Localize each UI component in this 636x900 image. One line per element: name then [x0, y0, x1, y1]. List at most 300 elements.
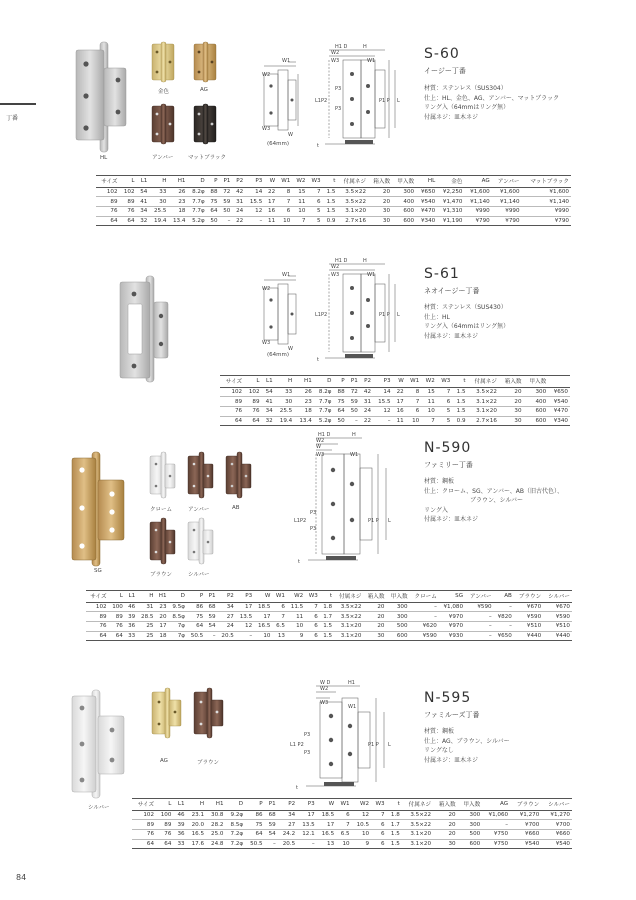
table-cell: 20 — [363, 621, 386, 631]
table-cell: 27 — [278, 820, 297, 830]
table-cell: ¥990 — [464, 206, 491, 216]
table-cell: ¥670 — [543, 602, 572, 612]
table-cell: 6.5 — [272, 621, 287, 631]
table-cell: 1.5 — [452, 397, 467, 407]
table-cell: 76 — [244, 406, 261, 416]
table-cell: 100 — [109, 602, 125, 612]
table-cell: 89 — [220, 397, 244, 407]
table-row — [220, 416, 570, 426]
table-cell: ¥1,600 — [464, 187, 491, 197]
table-cell: 19.4 — [149, 216, 168, 226]
table-cell: 2.7×16 — [337, 216, 368, 226]
table-cell: ¥510 — [543, 621, 572, 631]
table-cell: ¥540 — [548, 397, 570, 407]
table-cell: 10 — [421, 406, 437, 416]
table-cell: 3.5×22 — [337, 187, 368, 197]
svg-text:W D: W D — [320, 680, 331, 686]
table-cell: ¥440 — [514, 631, 543, 641]
table-cell: – — [220, 216, 233, 226]
table-cell: 75 — [333, 397, 346, 407]
table-cell: 25.5 — [149, 206, 168, 216]
table-cell: 20 — [363, 602, 386, 612]
spec-ring: リングなし — [424, 747, 454, 754]
table-cell: 75 — [245, 820, 264, 830]
table-cell: 24 — [232, 206, 245, 216]
table-header-cell: L1 — [125, 591, 137, 603]
table-cell: ¥340 — [548, 416, 570, 426]
table-cell: 10 — [292, 206, 307, 216]
table-cell: ¥1,140 — [464, 197, 491, 207]
table-cell: 30 — [499, 406, 524, 416]
table-cell: 12 — [245, 206, 264, 216]
svg-text:P3: P3 — [310, 510, 317, 516]
table-cell: 9.2φ — [226, 810, 246, 820]
table-cell: 64 — [120, 216, 137, 226]
table-header-cell: t — [387, 799, 402, 811]
svg-text:H1 D: H1 D — [335, 258, 348, 264]
hinge-photo-silver-large — [66, 688, 130, 800]
table-cell: 89 — [109, 612, 125, 622]
hinge-photo-hl — [72, 40, 132, 155]
table-header-cell: W3 — [371, 799, 386, 811]
table-cell: 5 — [437, 416, 453, 426]
table-cell: 8.5φ — [169, 612, 187, 622]
table-cell: 64 — [156, 839, 173, 849]
table-cell: 300 — [524, 387, 549, 397]
svg-text:W2: W2 — [262, 286, 271, 292]
table-header-cell: アンバー — [465, 591, 494, 603]
product-code: N-590 — [424, 440, 472, 456]
table-header-cell: P — [187, 591, 205, 603]
table-row — [86, 602, 572, 612]
table-cell: ¥930 — [439, 631, 465, 641]
table-cell: 102 — [132, 810, 156, 820]
table-cell: 30 — [368, 216, 392, 226]
page-number: 84 — [16, 873, 27, 882]
table-cell: 23 — [168, 197, 187, 207]
table-cell: 5 — [307, 206, 322, 216]
table-cell: 6 — [305, 621, 320, 631]
table-cell: 17 — [254, 612, 272, 622]
table-header-cell: H — [275, 376, 295, 388]
dimension-diagram-main — [315, 40, 405, 152]
table-header-cell: P1 — [220, 176, 233, 188]
table-cell: 34 — [137, 206, 150, 216]
table-cell: 17 — [393, 397, 406, 407]
table-cell: 76 — [220, 406, 244, 416]
table-cell: 23 — [156, 602, 169, 612]
svg-text:W2: W2 — [316, 438, 325, 444]
table-header-cell: t — [323, 176, 338, 188]
table-cell: 12.1 — [297, 829, 316, 839]
table-header-cell: H1 — [168, 176, 187, 188]
table-cell: 64 — [220, 416, 244, 426]
table-cell: 7φ — [169, 621, 187, 631]
table-cell: 64 — [333, 406, 346, 416]
table-cell: 7 — [421, 416, 437, 426]
table-cell: 50.5 — [245, 839, 264, 849]
table-header-cell: H1 — [206, 799, 225, 811]
table-cell: 3.1×22 — [468, 397, 499, 407]
table-cell: 32 — [137, 216, 150, 226]
table-cell: 3.1×20 — [334, 631, 363, 641]
table-cell: 89 — [132, 820, 156, 830]
svg-text:W1: W1 — [350, 452, 359, 458]
table-cell: 19.4 — [275, 416, 295, 426]
table-cell: 1.7 — [320, 612, 334, 622]
dimension-diagram-small — [258, 58, 308, 138]
table-cell: ¥650 — [494, 631, 514, 641]
table-cell: 25 — [137, 621, 155, 631]
table-cell: ¥590 — [465, 602, 494, 612]
table-row — [132, 820, 572, 830]
table-cell: 3.1×20 — [402, 829, 433, 839]
table-cell: 1.5 — [320, 621, 334, 631]
table-cell: 89 — [86, 612, 109, 622]
table-cell: 25.5 — [275, 406, 295, 416]
table-cell: 20.5 — [218, 631, 236, 641]
hinge-photo-sg — [66, 450, 130, 568]
table-header-cell: W2 — [292, 176, 307, 188]
table-cell: – — [465, 621, 494, 631]
product-name: ファミリー丁番 — [424, 461, 473, 469]
svg-text:W1: W1 — [367, 272, 376, 278]
svg-text:W1: W1 — [282, 272, 291, 278]
table-cell: 7.7φ — [314, 397, 334, 407]
table-cell: ¥2,250 — [437, 187, 464, 197]
table-header-cell: P — [245, 799, 264, 811]
table-header-cell: P1 — [265, 799, 278, 811]
table-cell: 59 — [220, 197, 233, 207]
table-cell: – — [297, 839, 316, 849]
svg-text:W2: W2 — [320, 686, 329, 692]
svg-text:H: H — [352, 432, 356, 438]
table-header-cell: P — [207, 176, 220, 188]
table-cell: 5 — [307, 216, 322, 226]
table-cell: 36 — [173, 829, 186, 839]
table-row — [132, 829, 572, 839]
table-cell: 6 — [336, 810, 351, 820]
table-cell: 30 — [433, 839, 458, 849]
finish-label: 金色 — [158, 89, 170, 95]
spec-table-n590 — [86, 590, 572, 641]
spec-table-n595 — [132, 798, 572, 849]
table-cell: 64 — [245, 829, 264, 839]
table-cell: 24.8 — [206, 839, 225, 849]
table-cell: 9 — [287, 631, 305, 641]
table-cell: 64 — [244, 416, 261, 426]
svg-text:H1 D: H1 D — [318, 432, 331, 438]
table-cell: 7 — [307, 187, 322, 197]
table-cell: 20 — [433, 810, 458, 820]
table-cell: 3.1×20 — [337, 206, 368, 216]
table-cell: 18 — [294, 406, 314, 416]
table-cell: 1.8 — [320, 602, 334, 612]
table-header-cell: D — [226, 799, 246, 811]
table-cell: 39 — [125, 612, 137, 622]
table-cell: 3.5×22 — [468, 387, 499, 397]
table-header-cell: P2 — [218, 591, 236, 603]
finish-label: クローム — [150, 507, 173, 513]
table-header-cell: HL — [416, 176, 437, 188]
table-cell: 7 — [437, 387, 453, 397]
table-header-cell: 付属ネジ — [334, 591, 363, 603]
svg-text:P3: P3 — [335, 106, 342, 112]
table-header-cell: L — [120, 176, 137, 188]
svg-text:L: L — [388, 518, 391, 524]
table-header-cell: W2 — [421, 376, 437, 388]
table-cell: 300 — [458, 810, 483, 820]
svg-text:W: W — [316, 444, 321, 450]
table-cell: 22 — [264, 187, 277, 197]
table-cell: 89 — [120, 197, 137, 207]
table-header-cell: サイズ — [96, 176, 120, 188]
table-cell: 88 — [333, 387, 346, 397]
table-cell: 13.5 — [236, 612, 254, 622]
table-header-cell: t — [320, 591, 334, 603]
table-cell: 24 — [360, 406, 373, 416]
table-cell: 1.8 — [387, 810, 402, 820]
table-header-cell: 甲入数 — [458, 799, 483, 811]
table-cell: 7 — [336, 820, 351, 830]
table-cell: 30 — [149, 197, 168, 207]
hinge-photo-brown — [148, 518, 178, 564]
table-header-cell: シルバー — [543, 591, 572, 603]
table-cell: 3.1×20 — [334, 621, 363, 631]
table-cell: – — [205, 631, 217, 641]
svg-text:P3: P3 — [304, 750, 311, 756]
table-row — [86, 612, 572, 622]
table-cell: ¥540 — [541, 839, 572, 849]
table-cell: 6 — [277, 206, 292, 216]
diagram-note: (64mm) — [267, 141, 290, 147]
table-cell: ¥1,140 — [522, 197, 571, 207]
product-name: ファミルーズ丁番 — [424, 711, 480, 719]
table-cell: ¥660 — [510, 829, 541, 839]
product-specs — [424, 84, 559, 122]
table-cell: – — [482, 820, 510, 830]
table-header-cell: 甲入数 — [386, 591, 409, 603]
table-cell: 20.0 — [187, 820, 206, 830]
svg-text:L1 P2: L1 P2 — [290, 742, 304, 748]
table-cell: 15 — [292, 187, 307, 197]
table-header-cell: シルバー — [541, 799, 572, 811]
table-cell: ¥750 — [482, 829, 510, 839]
table-cell: 10 — [287, 621, 305, 631]
table-row — [96, 216, 571, 226]
table-cell: 59 — [205, 612, 217, 622]
table-cell: 3.5×22 — [334, 602, 363, 612]
table-cell: 1.5 — [387, 839, 402, 849]
table-cell: 7.7φ — [187, 206, 206, 216]
table-header-row — [220, 376, 570, 388]
table-cell: 15.5 — [373, 397, 393, 407]
table-cell: 30 — [363, 631, 386, 641]
table-cell: 54 — [205, 621, 217, 631]
svg-text:L1P2: L1P2 — [294, 518, 307, 524]
table-header-cell: W1 — [272, 591, 287, 603]
table-header-cell: P2 — [360, 376, 373, 388]
table-cell: 1.7 — [387, 820, 402, 830]
table-header-cell: D — [169, 591, 187, 603]
diagram-note: (64mm) — [267, 352, 290, 358]
table-cell: – — [410, 612, 439, 622]
svg-text:L: L — [397, 312, 400, 318]
table-header-cell: 箱入数 — [499, 376, 524, 388]
table-cell: 34 — [278, 810, 297, 820]
table-cell: 34 — [262, 406, 275, 416]
table-cell: ¥970 — [439, 612, 465, 622]
table-cell: 10 — [254, 631, 272, 641]
spec-screws: 付属ネジ：皿木ネジ — [424, 756, 479, 764]
table-cell: 24 — [218, 621, 236, 631]
table-cell: 76 — [120, 206, 137, 216]
table-cell: 25 — [137, 631, 155, 641]
table-row — [132, 810, 572, 820]
svg-text:P1 P: P1 P — [379, 98, 390, 104]
table-cell: 6 — [371, 829, 386, 839]
table-header-row — [96, 176, 571, 188]
table-cell: 17.6 — [187, 839, 206, 849]
finish-label: シルバー — [88, 805, 110, 811]
table-cell: ¥340 — [416, 216, 437, 226]
table-cell: ¥790 — [464, 216, 491, 226]
table-cell: 6 — [272, 602, 287, 612]
table-cell: 20 — [368, 197, 392, 207]
table-cell: 41 — [262, 397, 275, 407]
table-cell: 3.1×20 — [402, 839, 433, 849]
table-header-cell: P3 — [236, 591, 254, 603]
table-cell: 20.5 — [278, 839, 297, 849]
table-header-cell: ブラウン — [510, 799, 541, 811]
table-cell: 11 — [393, 416, 406, 426]
table-cell: 1.5 — [452, 387, 467, 397]
table-cell: 6.5 — [336, 829, 351, 839]
table-cell: 31 — [360, 397, 373, 407]
table-cell: ¥540 — [510, 839, 541, 849]
table-cell: 600 — [458, 839, 483, 849]
hinge-photo-amber — [186, 452, 216, 498]
table-cell: – — [265, 839, 278, 849]
table-cell: 64 — [109, 631, 125, 641]
table-cell: 6 — [305, 612, 320, 622]
table-cell: 9 — [352, 839, 371, 849]
table-cell: 31 — [137, 602, 155, 612]
spec-material: 材質：鋼板 — [424, 478, 455, 485]
svg-text:L: L — [397, 98, 400, 104]
table-cell: ¥1,470 — [437, 197, 464, 207]
table-header-cell: W3 — [305, 591, 320, 603]
table-cell: 600 — [386, 631, 409, 641]
table-cell: ¥970 — [439, 621, 465, 631]
table-cell: ¥700 — [541, 820, 572, 830]
table-cell: ¥990 — [522, 206, 571, 216]
spec-material: 材質：鋼板 — [424, 728, 455, 735]
table-cell: 8 — [277, 187, 292, 197]
table-cell: 32 — [262, 416, 275, 426]
svg-text:W1: W1 — [367, 58, 376, 64]
table-header-cell: D — [187, 176, 206, 188]
table-cell: 102 — [86, 602, 109, 612]
table-cell: 14 — [245, 187, 264, 197]
table-header-cell: 付属ネジ — [402, 799, 433, 811]
table-header-cell: H1 — [156, 591, 169, 603]
sidebar-category-label: 丁番 — [6, 115, 19, 122]
table-cell: 13 — [272, 631, 287, 641]
table-header-cell: H — [149, 176, 168, 188]
table-row — [220, 406, 570, 416]
hinge-photo-ag — [192, 42, 222, 82]
table-cell: 50 — [207, 216, 220, 226]
table-cell: 1.5 — [323, 187, 338, 197]
table-cell: 20 — [499, 387, 524, 397]
table-header-cell: P1 — [347, 376, 360, 388]
spec-material: 材質：ステンレス（SUS430） — [424, 304, 507, 311]
table-header-cell: P1 — [205, 591, 217, 603]
table-header-cell: 付属ネジ — [337, 176, 368, 188]
table-cell: ¥700 — [510, 820, 541, 830]
table-cell: ¥590 — [543, 612, 572, 622]
table-cell: 20 — [156, 612, 169, 622]
table-cell: – — [347, 416, 360, 426]
spec-ring: リング入（64mmはリング無） — [424, 323, 510, 330]
table-cell: 102 — [220, 387, 244, 397]
table-cell: 75 — [187, 612, 205, 622]
hinge-photo-chrome — [148, 452, 178, 498]
table-cell: ¥1,190 — [437, 216, 464, 226]
table-header-cell: サイズ — [220, 376, 244, 388]
table-cell: 7 — [277, 197, 292, 207]
table-cell: – — [236, 631, 254, 641]
svg-text:W1: W1 — [348, 704, 357, 710]
table-cell: 46 — [173, 810, 186, 820]
table-header-cell: P3 — [245, 176, 264, 188]
table-cell: 64 — [96, 216, 120, 226]
table-cell: 0.9 — [323, 216, 338, 226]
table-header-cell: W2 — [287, 591, 305, 603]
table-cell: ¥1,600 — [492, 187, 522, 197]
table-header-cell: t — [452, 376, 467, 388]
table-cell: 30 — [368, 206, 392, 216]
table-row — [220, 387, 570, 397]
table-cell: 500 — [386, 621, 409, 631]
table-cell: 13.5 — [297, 820, 316, 830]
table-cell: ¥670 — [514, 602, 543, 612]
table-row — [86, 621, 572, 631]
spec-ring: リング入 — [424, 506, 448, 514]
table-cell: 64 — [86, 631, 109, 641]
dimension-diagram-main — [290, 676, 400, 794]
table-cell: 1.5 — [320, 631, 334, 641]
table-cell: 20 — [433, 829, 458, 839]
table-cell: 3.5×22 — [402, 810, 433, 820]
svg-text:W: W — [288, 346, 293, 352]
table-cell: 13 — [317, 839, 336, 849]
hinge-photo-silver — [186, 518, 216, 564]
product-code: N-595 — [424, 690, 472, 706]
table-header-cell: H1 — [294, 376, 314, 388]
table-header-cell: L1 — [137, 176, 150, 188]
table-cell: ¥650 — [416, 187, 437, 197]
table-header-cell: 甲入数 — [392, 176, 416, 188]
table-cell: ¥990 — [492, 206, 522, 216]
table-header-cell: L — [156, 799, 173, 811]
table-cell: 42 — [360, 387, 373, 397]
table-cell: 25.0 — [206, 829, 225, 839]
table-cell: 31 — [232, 197, 245, 207]
table-cell: 10 — [406, 416, 422, 426]
table-cell: 5.2φ — [314, 416, 334, 426]
